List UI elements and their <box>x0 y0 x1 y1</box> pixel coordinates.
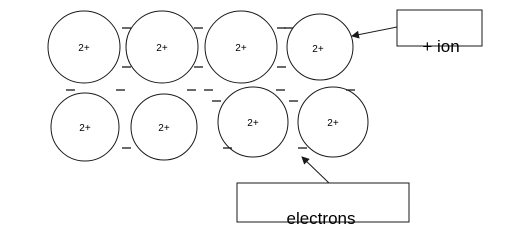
electrons-label-text: electrons <box>286 209 356 228</box>
ion <box>218 87 288 157</box>
ion <box>48 11 120 83</box>
ion-pointer-arrow <box>352 27 397 36</box>
ion <box>126 11 198 83</box>
ion-charge-label: 2+ <box>247 118 259 129</box>
ion-charge-label: 2+ <box>79 123 91 134</box>
electrons-label-callout <box>237 157 409 228</box>
ion <box>51 93 119 161</box>
ion-charge-label: 2+ <box>158 123 170 134</box>
ion-label-callout <box>352 10 482 56</box>
ion <box>205 11 277 83</box>
electrons-pointer-arrow <box>302 157 329 183</box>
ion-charge-label: 2+ <box>235 43 247 54</box>
ion <box>131 94 197 160</box>
ion-charge-label: 2+ <box>78 43 90 54</box>
ion <box>287 14 353 80</box>
ion-charge-label: 2+ <box>156 43 168 54</box>
ion <box>298 87 368 157</box>
ion-charge-label: 2+ <box>312 44 324 55</box>
ion-charge-label: 2+ <box>327 118 339 129</box>
ion-label-text: + ion <box>422 37 460 56</box>
ion-row-top <box>48 11 353 83</box>
ion-row-bottom <box>51 87 368 161</box>
